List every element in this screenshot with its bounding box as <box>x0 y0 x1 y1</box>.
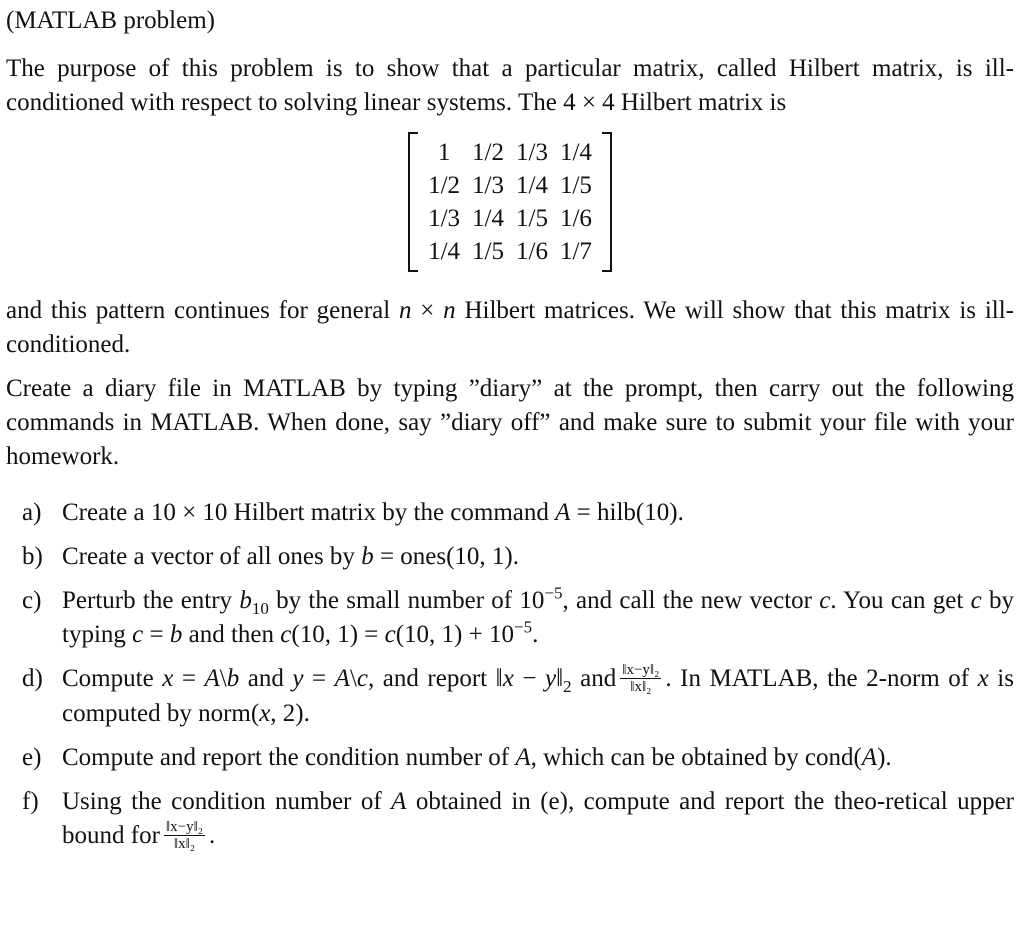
matrix-cell: 1/5 <box>472 238 504 265</box>
text-run: and <box>239 665 293 692</box>
matrix-cell: 1/4 <box>472 205 504 232</box>
math-var: c <box>280 621 292 648</box>
task-text <box>62 662 1014 731</box>
task-label: c) <box>22 587 42 614</box>
diary-paragraph: Create a diary file in MATLAB by typing ”diary” at the prompt, then carry out the following commands in MATLAB. When done, say ”diary off” and make sure to submit your file with your homework. <box>6 375 1014 470</box>
matrix-row <box>422 202 598 235</box>
math-var: y <box>544 665 557 692</box>
task-text <box>62 584 1014 652</box>
task-text <box>62 741 1014 775</box>
matrix-cell: 1/6 <box>559 205 592 232</box>
math-var: A <box>391 787 407 815</box>
matrix-cell: 1/4 <box>559 139 592 166</box>
text-run: and this pattern continues for general <box>6 297 399 324</box>
matrix-cell: 1/5 <box>516 205 548 232</box>
matrix-cell: 1/3 <box>516 139 548 166</box>
math-var: y <box>292 665 304 692</box>
math-var: A <box>204 665 220 692</box>
matrix-cell: 1/5 <box>559 172 592 199</box>
text-run: = ones(10, 1). <box>373 543 520 570</box>
matrix-cell: 1/2 <box>472 139 504 166</box>
task-item-d <box>22 662 1014 731</box>
task-label: d) <box>22 665 43 692</box>
math-var: b <box>169 621 183 648</box>
text-run: . You can get <box>830 587 971 614</box>
math-var: c <box>819 587 831 614</box>
text-run: . <box>209 821 216 849</box>
math-var: b <box>361 543 374 570</box>
math-var: n <box>398 297 412 324</box>
text-run: Compute <box>62 665 163 692</box>
text-run: ). <box>877 743 892 771</box>
relative-error-fraction <box>620 662 661 695</box>
text-run: − <box>513 665 545 692</box>
text-run: Using the condition number of <box>62 787 392 815</box>
task-list <box>6 496 1014 854</box>
text-run: , which can be obtained by cond( <box>530 743 862 771</box>
document-page <box>6 4 1014 864</box>
math-var: c <box>970 587 982 614</box>
task-item-e <box>22 741 1014 775</box>
task-item-c <box>22 584 1014 652</box>
fraction-numerator: ‖x−y‖₂ <box>165 818 204 835</box>
math-var: b <box>226 665 240 692</box>
task-item-a <box>22 496 1014 530</box>
subscript: 2 <box>563 677 572 696</box>
task-item-b <box>22 540 1014 574</box>
matrix-row <box>422 136 598 169</box>
text-run: by typing <box>62 587 1015 648</box>
fraction-numerator: ‖x−y‖₂ <box>622 661 660 678</box>
intro-paragraph: The purpose of this problem is to show that a particular matrix, called Hilbert matrix, is ill-conditioned with respect to solving linear systems. The 4 × 4 Hilbert matrix is <box>6 55 1014 116</box>
task-label: e) <box>22 743 42 771</box>
task-label: f) <box>22 787 39 815</box>
math-var: n <box>443 297 456 324</box>
text-run: \ <box>349 665 357 692</box>
math-var: A <box>861 743 878 771</box>
matrix-cell: 1/3 <box>472 172 504 199</box>
text-run: , and report ‖ <box>368 665 503 692</box>
text-run: Hilbert matrices. We will show that this matrix is ill-conditioned. <box>6 297 1014 358</box>
matrix-cell: 1/6 <box>516 238 548 265</box>
relative-error-fraction <box>164 819 205 852</box>
matrix-cell: 1 <box>437 139 451 166</box>
matrix-cell: 1/7 <box>559 238 592 265</box>
math-var: x <box>977 665 989 692</box>
text-run: . In MATLAB, the 2-norm of <box>665 665 978 692</box>
math-var: A <box>555 499 571 526</box>
task-label: b) <box>22 543 43 570</box>
text-run: , and call the new vector <box>562 587 820 614</box>
text-run: = <box>303 665 335 692</box>
text-run: (10, 1) + 10 <box>395 621 514 648</box>
text-run: Create a vector of all ones by <box>62 543 362 570</box>
math-var: x <box>502 665 514 692</box>
text-run: × <box>411 297 444 324</box>
matrix-cell: 1/4 <box>428 238 461 265</box>
superscript: −5 <box>544 583 563 603</box>
task-text <box>62 496 1014 530</box>
text-run: . <box>532 621 539 648</box>
matrix-cell: 1/3 <box>428 205 461 232</box>
text-run: , 2). <box>270 699 310 727</box>
superscript: −5 <box>513 617 533 637</box>
matrix-row <box>422 169 598 202</box>
fraction-denominator: ‖x‖₂ <box>173 835 196 852</box>
math-var: b <box>239 587 252 614</box>
math-var: x <box>162 665 174 692</box>
math-var: c <box>132 621 144 648</box>
task-text <box>62 540 1014 574</box>
hilbert-matrix-table <box>422 136 598 268</box>
matrix-cell: 1/4 <box>516 172 548 199</box>
text-run: \ <box>219 665 227 692</box>
text-run: and <box>571 665 617 692</box>
math-var: A <box>515 743 531 771</box>
text-run: (10, 1) = <box>291 621 385 648</box>
pattern-paragraph <box>6 294 1014 362</box>
text-run: Perturb the entry <box>62 587 240 614</box>
text-run: ‖ <box>556 665 564 692</box>
fraction-denominator: ‖x‖₂ <box>630 678 652 695</box>
text-run: obtained in (e), compute and report the theo-retical upper bound for <box>62 787 1014 849</box>
text-run: = <box>143 621 170 648</box>
text-run: Compute and report the condition number of <box>62 743 516 771</box>
task-item-f <box>22 785 1014 854</box>
task-text <box>62 785 1014 854</box>
math-var: A <box>334 665 350 692</box>
text-run: = <box>173 665 205 692</box>
matrix-cell: 1/2 <box>428 172 461 199</box>
text-run: and then <box>182 621 281 648</box>
hilbert-matrix-display <box>6 132 1014 272</box>
subscript: 10 <box>251 599 269 618</box>
math-var: c <box>356 665 369 692</box>
math-var: x <box>259 699 271 727</box>
text-run: by the small number of 10 <box>268 587 545 614</box>
task-label: a) <box>22 499 42 526</box>
matrix-row <box>422 235 598 268</box>
text-run: = hilb(10). <box>570 499 684 526</box>
math-var: c <box>384 621 396 648</box>
text-run: Create a 10 × 10 Hilbert matrix by the command <box>62 499 556 526</box>
text-run: is computed by norm( <box>62 665 1014 727</box>
problem-heading: (MATLAB problem) <box>6 7 215 34</box>
hilbert-matrix <box>408 132 612 272</box>
